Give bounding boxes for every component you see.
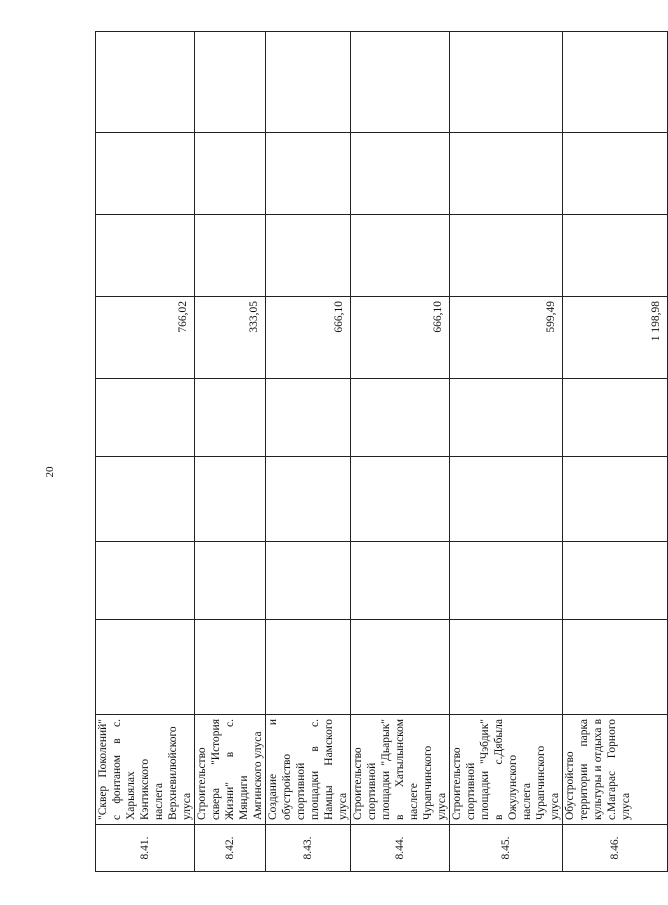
- empty-cell: [351, 32, 450, 133]
- empty-cell: [563, 379, 668, 457]
- empty-cell: [266, 542, 351, 620]
- empty-cell: [266, 32, 351, 133]
- empty-cell: [450, 457, 563, 542]
- table-row: [195, 32, 266, 872]
- empty-cell: [450, 133, 563, 215]
- row-number: 8.44.: [351, 825, 450, 872]
- row-number: 8.41.: [96, 825, 195, 872]
- amount-cell: 666,10: [266, 297, 351, 379]
- empty-cell: [266, 620, 351, 715]
- amount-cell: 1 198,98: [563, 297, 668, 379]
- empty-cell: [96, 457, 195, 542]
- table-row: [563, 32, 668, 872]
- empty-cell: [450, 620, 563, 715]
- empty-cell: [450, 542, 563, 620]
- empty-cell: [96, 620, 195, 715]
- empty-cell: [96, 379, 195, 457]
- empty-cell: [96, 215, 195, 297]
- object-name: "Сквер Поколений" с фонтаном в с. Харыялах Кэнтикского наслега Верхневилюйского улуса: [96, 715, 195, 825]
- empty-cell: [351, 379, 450, 457]
- empty-cell: [266, 379, 351, 457]
- budget-table: [95, 31, 668, 872]
- row-number: 8.45.: [450, 825, 563, 872]
- empty-cell: [195, 457, 266, 542]
- empty-cell: [195, 379, 266, 457]
- object-name: Строительство сквера "История Жизни" в с. Мяндиги Амгинского улуса: [195, 715, 266, 825]
- empty-cell: [96, 542, 195, 620]
- empty-cell: [351, 133, 450, 215]
- page-number: 20: [44, 466, 56, 478]
- amount-cell: 599,49: [450, 297, 563, 379]
- object-name: Обустройство территории парка культуры и отдыха в с.Магарас Горного улуса: [563, 715, 668, 825]
- empty-cell: [195, 542, 266, 620]
- amount-cell: 666,10: [351, 297, 450, 379]
- table-row: [96, 32, 195, 872]
- empty-cell: [96, 32, 195, 133]
- empty-cell: [563, 542, 668, 620]
- empty-cell: [450, 379, 563, 457]
- empty-cell: [563, 457, 668, 542]
- object-name: Строительство спортивной площадки "Чэбдик" в с.Дябыла Ожулунского наслега Чурапчинского улуса: [450, 715, 563, 825]
- amount-cell: 766,02: [96, 297, 195, 379]
- table-row: [266, 32, 351, 872]
- amount-cell: 333,05: [195, 297, 266, 379]
- empty-cell: [195, 620, 266, 715]
- empty-cell: [195, 133, 266, 215]
- object-name: Строительство спортивной площадки "Дьарык" в Хатылынском наслеге Чурапчинского улуса: [351, 715, 450, 825]
- empty-cell: [266, 215, 351, 297]
- empty-cell: [351, 542, 450, 620]
- empty-cell: [351, 457, 450, 542]
- empty-cell: [563, 32, 668, 133]
- empty-cell: [351, 620, 450, 715]
- row-number: 8.43.: [266, 825, 351, 872]
- empty-cell: [266, 457, 351, 542]
- object-name: Создание и обустройство спортивной площадки в с. Намцы Намского улуса: [266, 715, 351, 825]
- empty-cell: [96, 133, 195, 215]
- empty-cell: [563, 215, 668, 297]
- empty-cell: [266, 133, 351, 215]
- row-number: 8.42.: [195, 825, 266, 872]
- empty-cell: [563, 620, 668, 715]
- empty-cell: [450, 32, 563, 133]
- empty-cell: [450, 215, 563, 297]
- empty-cell: [195, 32, 266, 133]
- table-row: [450, 32, 563, 872]
- rotated-table-wrapper: [95, 32, 662, 872]
- empty-cell: [351, 215, 450, 297]
- empty-cell: [563, 133, 668, 215]
- table-row: [351, 32, 450, 872]
- empty-cell: [195, 215, 266, 297]
- row-number: 8.46.: [563, 825, 668, 872]
